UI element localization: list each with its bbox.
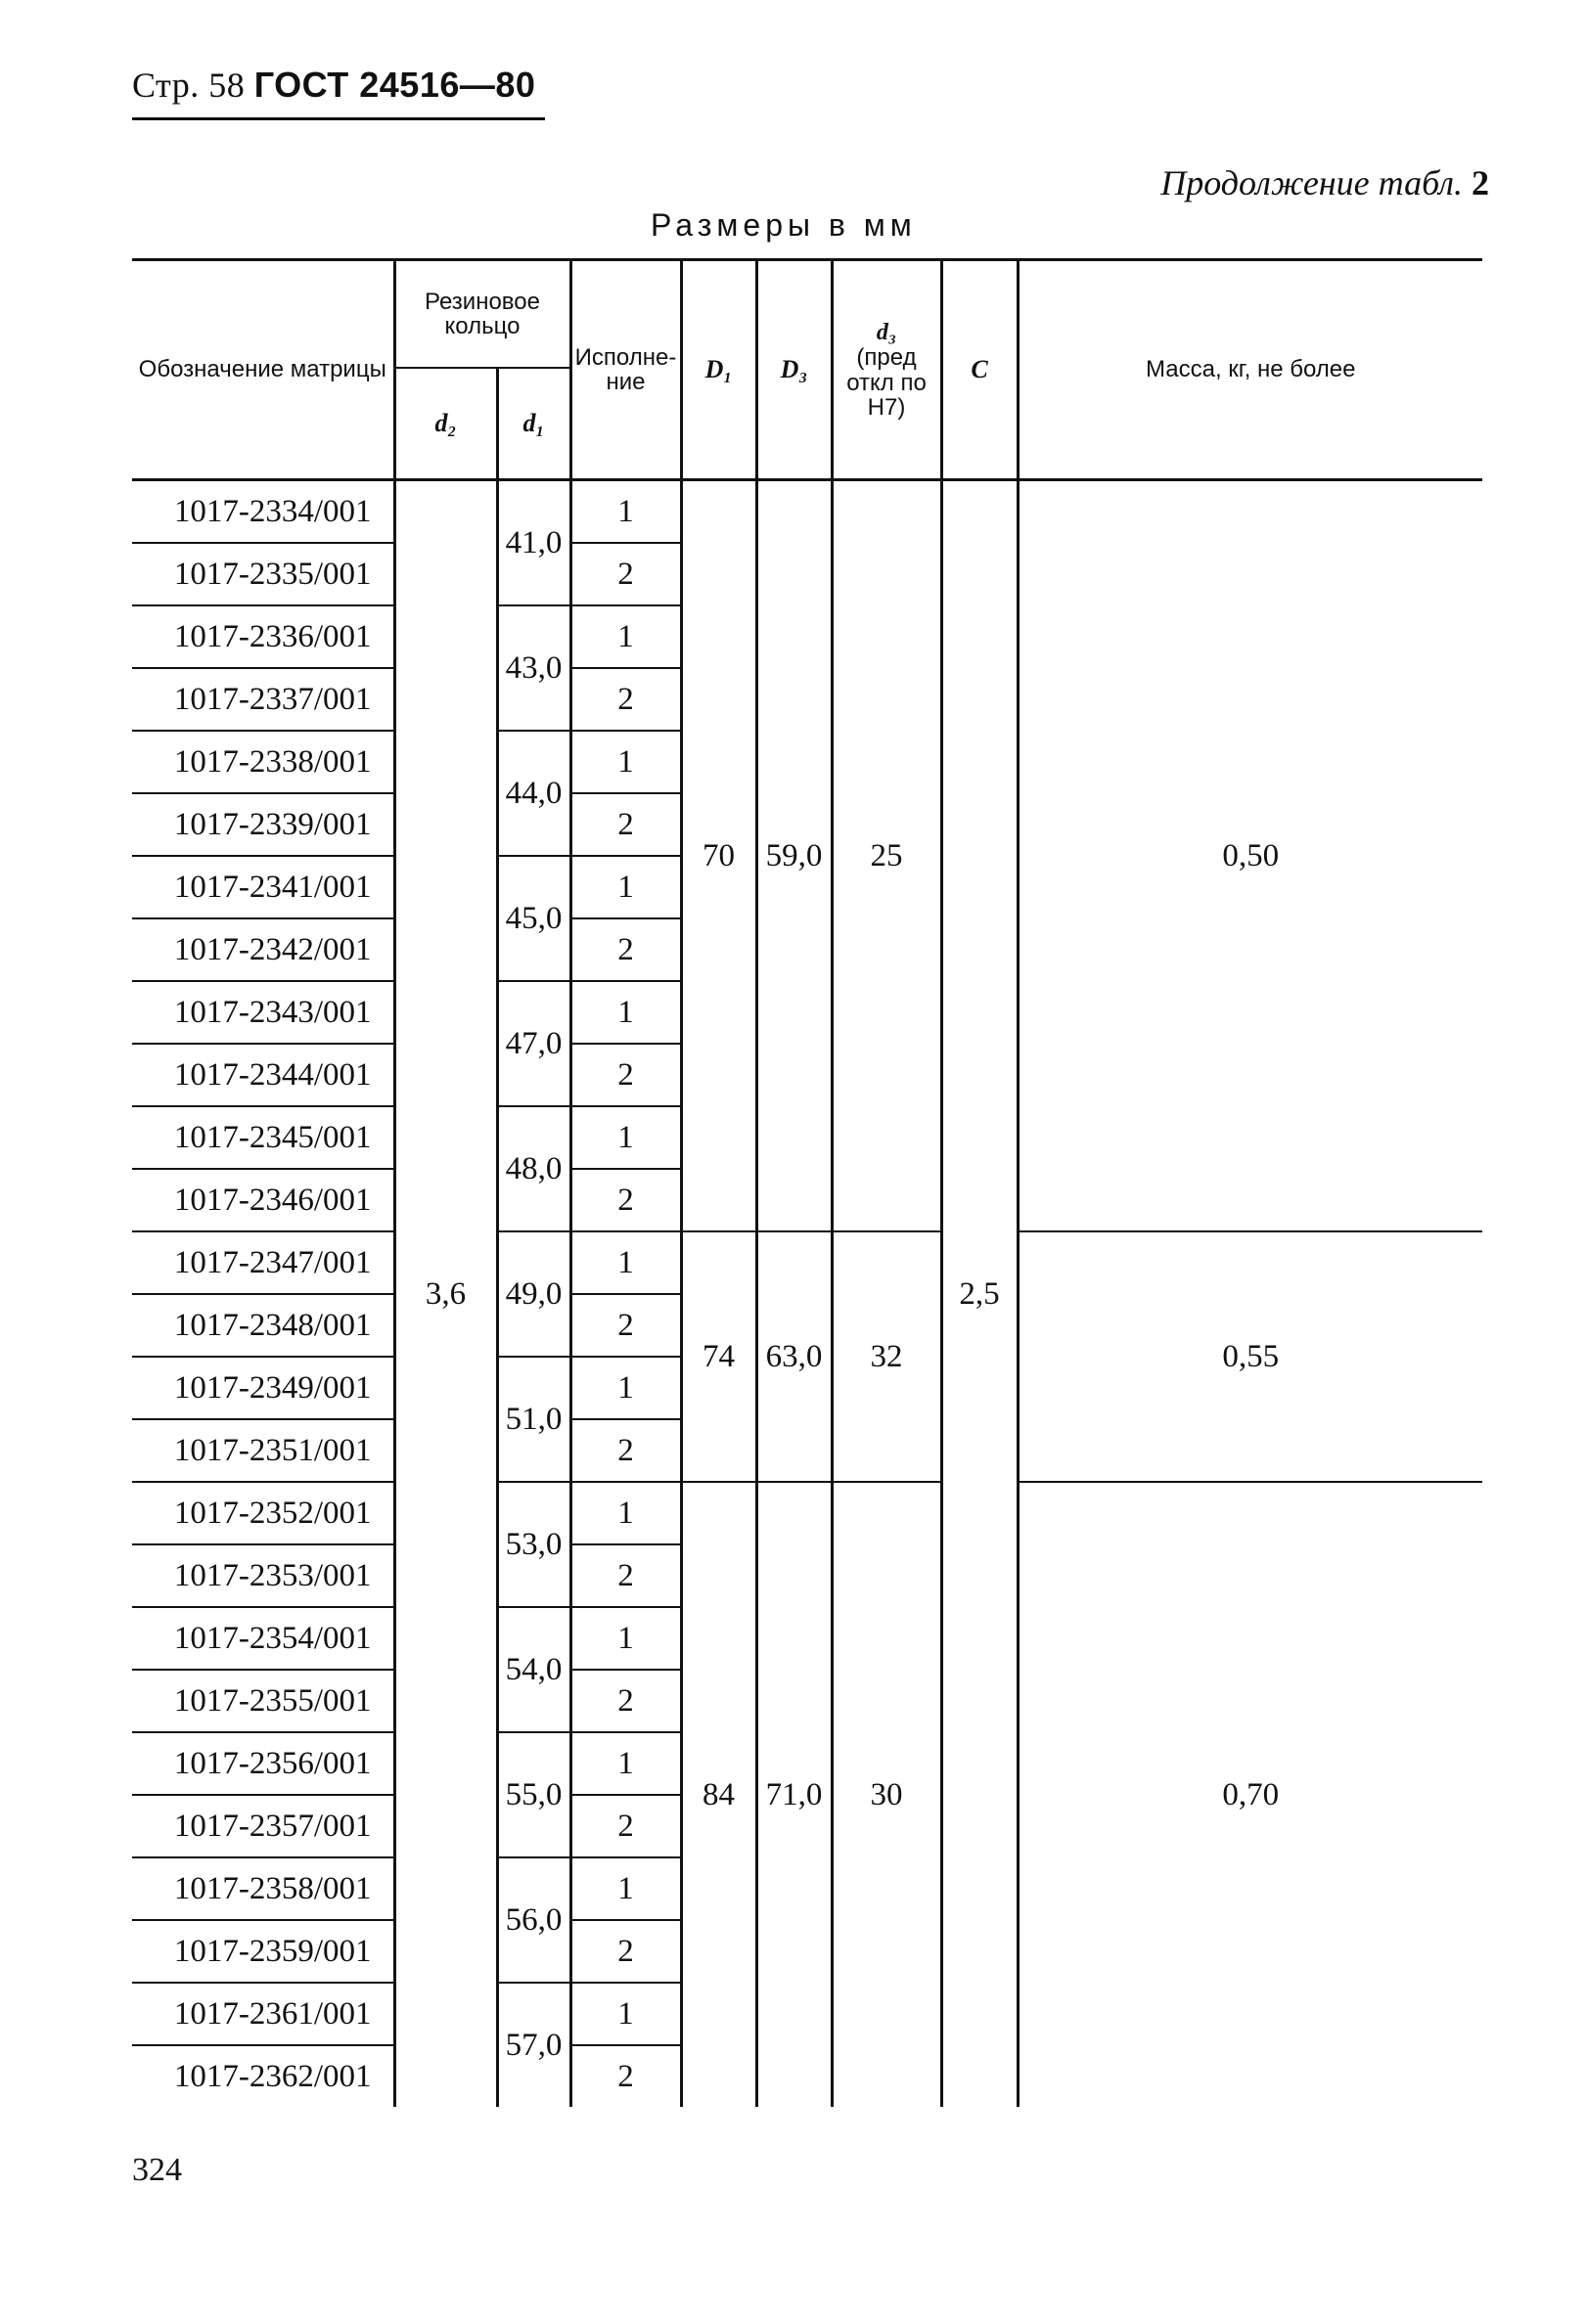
designation-cell: 1017-2359/001 xyxy=(132,1920,394,1983)
designation-cell: 1017-2349/001 xyxy=(132,1357,394,1419)
D1-cell: 70 xyxy=(681,480,756,1232)
table-number: 2 xyxy=(1472,163,1489,202)
designation-cell: 1017-2352/001 xyxy=(132,1482,394,1544)
d1-cell: 51,0 xyxy=(497,1357,570,1482)
designation-cell: 1017-2344/001 xyxy=(132,1044,394,1106)
d1-cell: 54,0 xyxy=(497,1607,570,1732)
col-mass: Масса, кг, не более xyxy=(1018,260,1482,480)
d1-cell: 48,0 xyxy=(497,1106,570,1231)
d1-cell: 53,0 xyxy=(497,1482,570,1607)
designation-cell: 1017-2348/001 xyxy=(132,1294,394,1357)
version-cell: 2 xyxy=(570,1294,681,1357)
version-cell: 2 xyxy=(570,1544,681,1607)
designation-cell: 1017-2335/001 xyxy=(132,543,394,605)
d2-cell: 3,6 xyxy=(394,480,497,2108)
designation-cell: 1017-2336/001 xyxy=(132,605,394,668)
d1-cell: 47,0 xyxy=(497,981,570,1106)
version-cell: 2 xyxy=(570,918,681,981)
col-d1: d₁ xyxy=(497,368,570,480)
D3-cell: 71,0 xyxy=(756,1482,832,2107)
col-d3-note: (пред откл по Н7) xyxy=(846,344,927,421)
designation-cell: 1017-2351/001 xyxy=(132,1419,394,1482)
d1-cell: 49,0 xyxy=(497,1231,570,1357)
designation-cell: 1017-2358/001 xyxy=(132,1857,394,1920)
standard-number: ГОСТ 24516—80 xyxy=(253,65,536,105)
version-cell: 1 xyxy=(570,1607,681,1670)
D3-cell: 59,0 xyxy=(756,480,832,1232)
designation-cell: 1017-2354/001 xyxy=(132,1607,394,1670)
designation-cell: 1017-2337/001 xyxy=(132,668,394,731)
version-cell: 1 xyxy=(570,1857,681,1920)
designation-cell: 1017-2338/001 xyxy=(132,731,394,793)
d1-cell: 56,0 xyxy=(497,1857,570,1983)
version-cell: 1 xyxy=(570,1106,681,1169)
D1-cell: 74 xyxy=(681,1231,756,1482)
designation-cell: 1017-2353/001 xyxy=(132,1544,394,1607)
d1-cell: 45,0 xyxy=(497,856,570,981)
version-cell: 1 xyxy=(570,1732,681,1795)
version-cell: 2 xyxy=(570,1419,681,1482)
version-cell: 1 xyxy=(570,1357,681,1419)
continuation-text: Продолжение табл. xyxy=(1160,163,1463,202)
d3-cell: 30 xyxy=(832,1482,941,2107)
col-d3 xyxy=(832,260,941,480)
designation-cell: 1017-2339/001 xyxy=(132,793,394,856)
continuation-note xyxy=(1160,162,1489,203)
version-cell: 1 xyxy=(570,605,681,668)
version-cell: 2 xyxy=(570,1169,681,1231)
version-cell: 1 xyxy=(570,480,681,544)
designation-cell: 1017-2345/001 xyxy=(132,1106,394,1169)
col-d2: d₂ xyxy=(394,368,497,480)
version-cell: 2 xyxy=(570,1670,681,1732)
header-rule xyxy=(132,117,545,120)
version-cell: 1 xyxy=(570,981,681,1044)
designation-cell: 1017-2341/001 xyxy=(132,856,394,918)
col-D1: D₁ xyxy=(681,260,756,480)
dimensions-table xyxy=(132,258,1482,2107)
d1-cell: 41,0 xyxy=(497,480,570,606)
col-D3: D₃ xyxy=(756,260,832,480)
designation-cell: 1017-2346/001 xyxy=(132,1169,394,1231)
page-number: 324 xyxy=(132,2152,182,2188)
col-version: Исполне-ние xyxy=(570,260,681,480)
version-cell: 1 xyxy=(570,856,681,918)
designation-cell: 1017-2355/001 xyxy=(132,1670,394,1732)
designation-cell: 1017-2334/001 xyxy=(132,480,394,544)
d1-cell: 55,0 xyxy=(497,1732,570,1857)
d1-cell: 44,0 xyxy=(497,731,570,856)
version-cell: 2 xyxy=(570,543,681,605)
D3-cell: 63,0 xyxy=(756,1231,832,1482)
version-cell: 1 xyxy=(570,731,681,793)
page-header xyxy=(132,65,535,106)
version-cell: 1 xyxy=(570,1983,681,2045)
version-cell: 2 xyxy=(570,2045,681,2107)
version-cell: 2 xyxy=(570,1920,681,1983)
units-caption: Размеры в мм xyxy=(651,207,917,243)
version-cell: 1 xyxy=(570,1231,681,1294)
mass-cell: 0,50 xyxy=(1018,480,1482,1232)
col-C: C xyxy=(941,260,1018,480)
col-designation: Обозначение матрицы xyxy=(132,260,394,480)
version-cell: 2 xyxy=(570,1044,681,1106)
designation-cell: 1017-2356/001 xyxy=(132,1732,394,1795)
mass-cell: 0,55 xyxy=(1018,1231,1482,1482)
version-cell: 1 xyxy=(570,1482,681,1544)
designation-cell: 1017-2361/001 xyxy=(132,1983,394,2045)
version-cell: 2 xyxy=(570,793,681,856)
d1-cell: 43,0 xyxy=(497,605,570,731)
designation-cell: 1017-2342/001 xyxy=(132,918,394,981)
designation-cell: 1017-2343/001 xyxy=(132,981,394,1044)
designation-cell: 1017-2362/001 xyxy=(173,2058,372,2094)
page-label: Стр. 58 xyxy=(132,66,246,105)
C-cell: 2,5 xyxy=(941,480,1018,2108)
designation-cell: 1017-2357/001 xyxy=(132,1795,394,1857)
designation-cell: 1017-2347/001 xyxy=(132,1231,394,1294)
version-cell: 2 xyxy=(570,1795,681,1857)
col-d3-symbol: d₃ xyxy=(876,320,897,346)
D1-cell: 84 xyxy=(681,1482,756,2107)
d3-cell: 32 xyxy=(832,1231,941,1482)
d1-cell: 57,0 xyxy=(497,1983,570,2107)
col-rubber-ring: Резиновое кольцо xyxy=(394,260,570,369)
d3-cell: 25 xyxy=(832,480,941,1232)
version-cell: 2 xyxy=(570,668,681,731)
mass-cell: 0,70 xyxy=(1018,1482,1482,2107)
